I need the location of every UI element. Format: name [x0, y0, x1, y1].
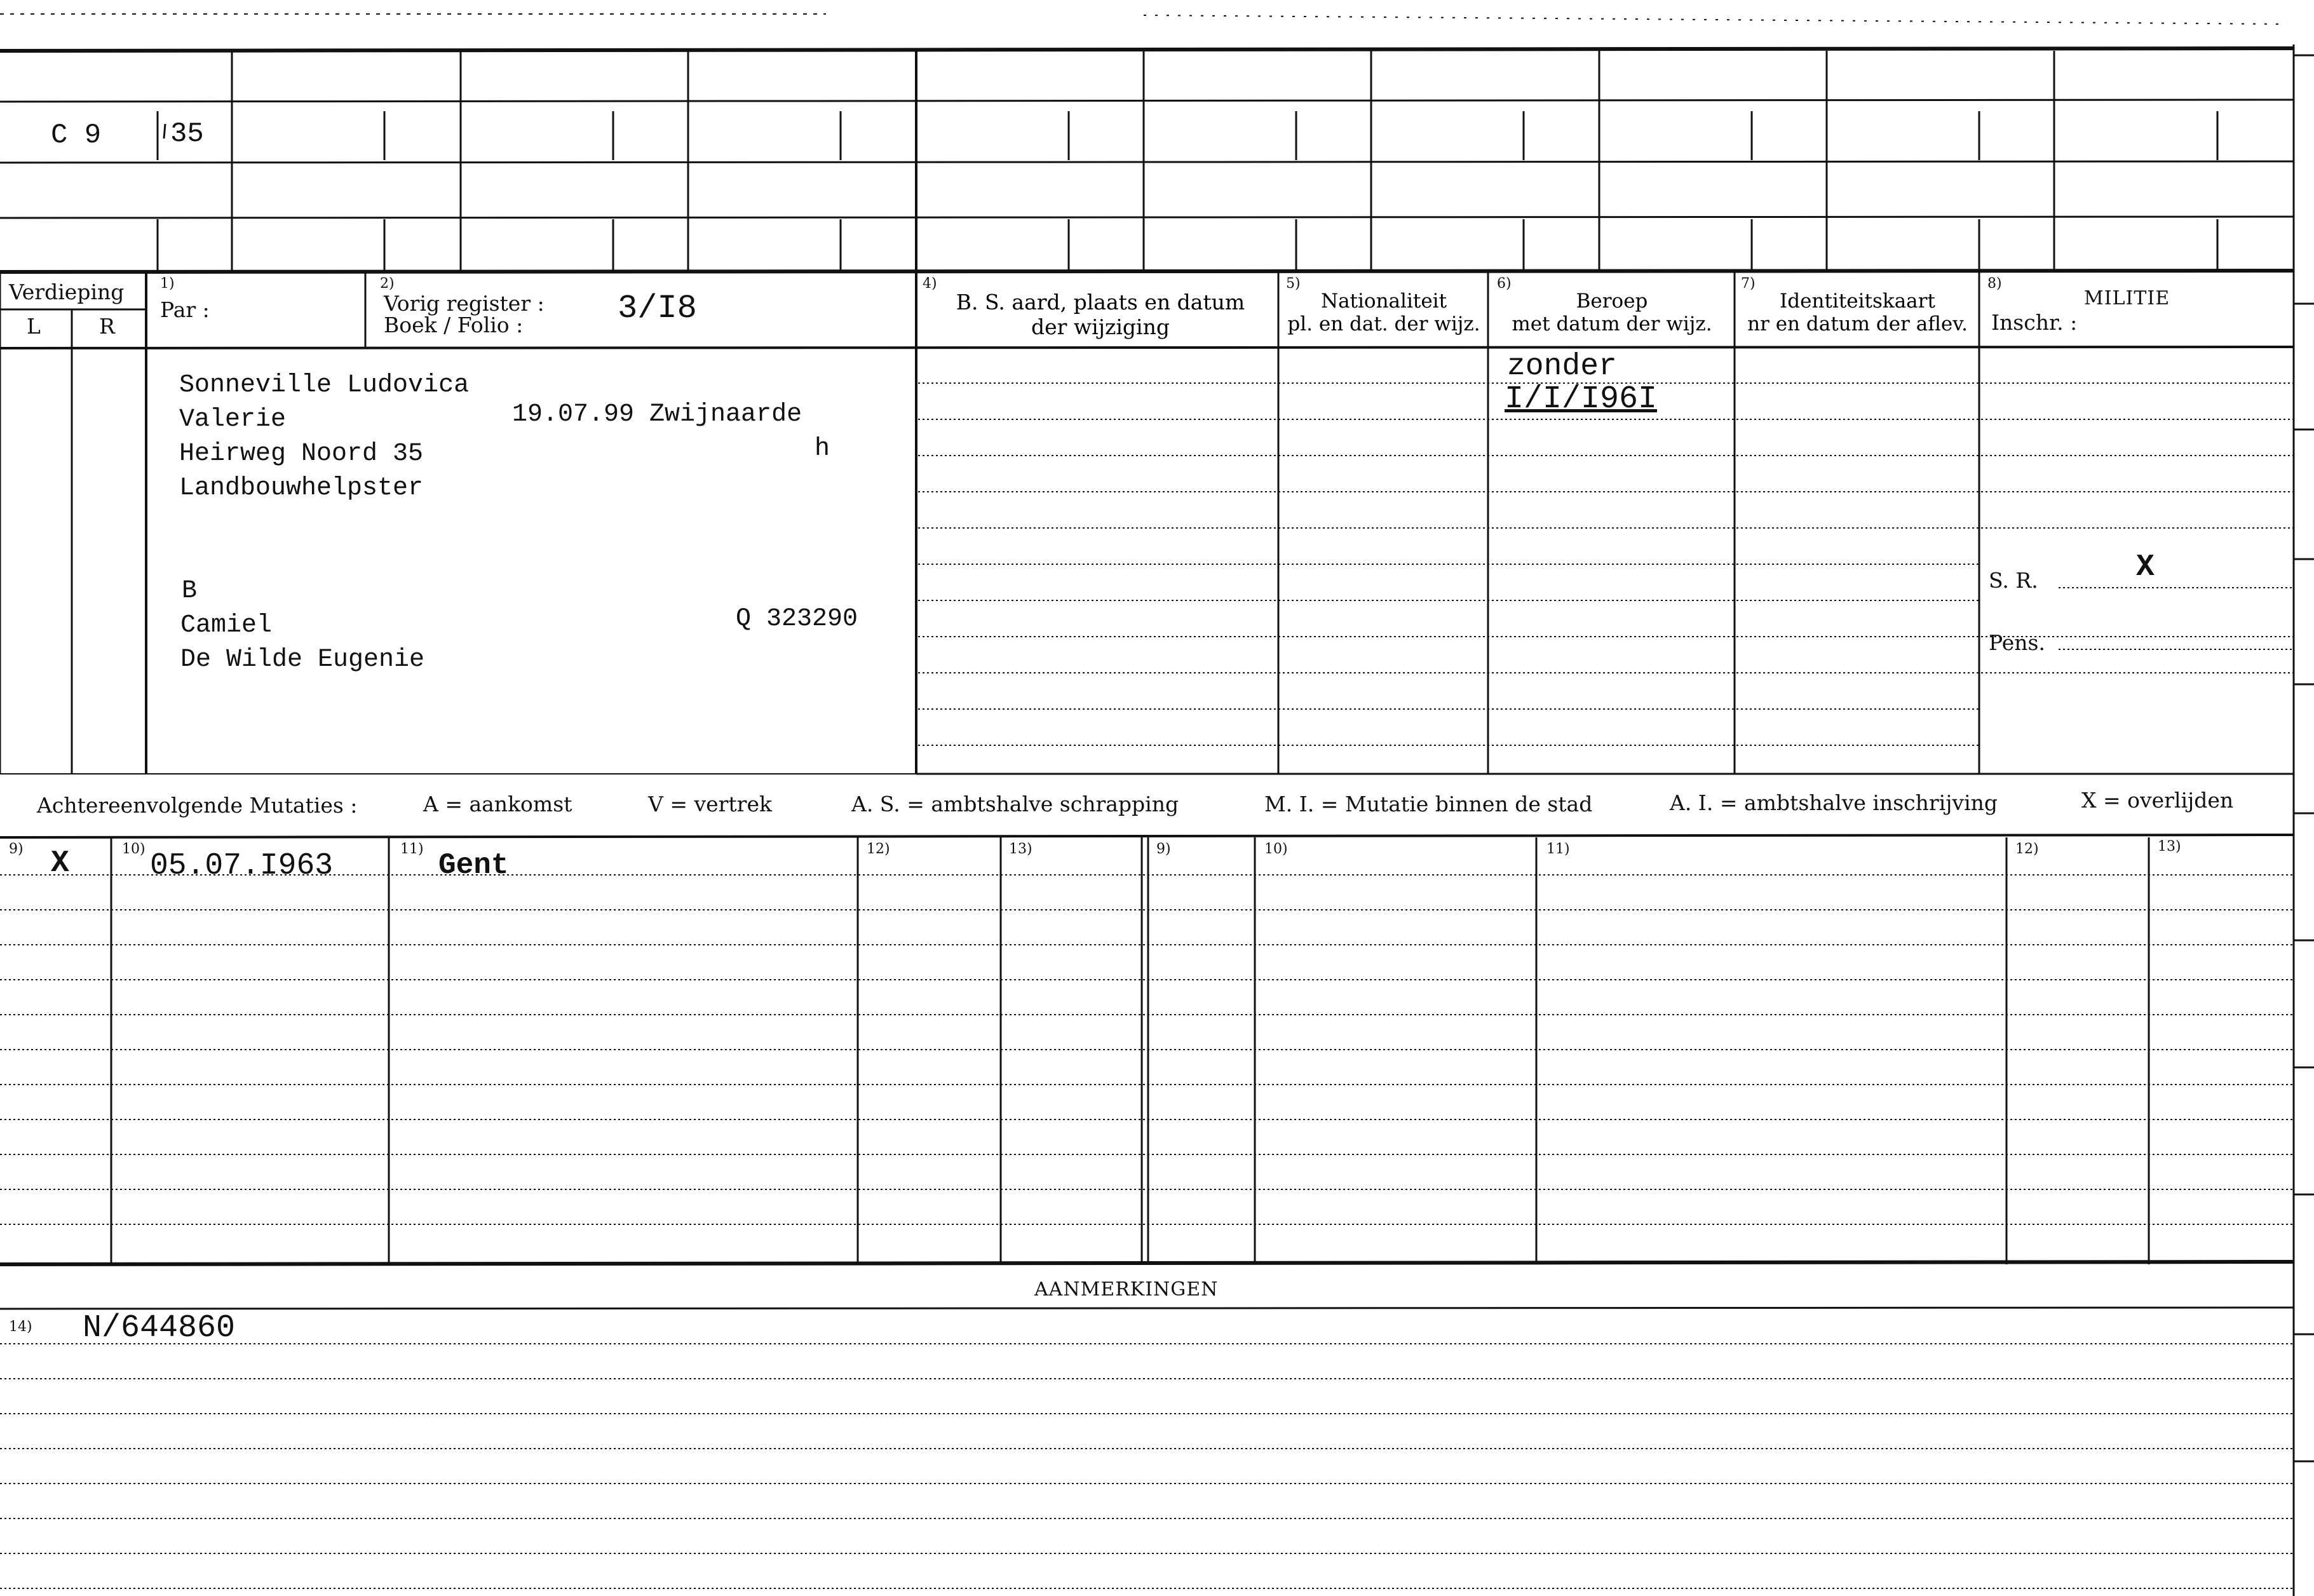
mutation-row1-place: Gent [438, 849, 509, 882]
column-number-2: 2) [380, 276, 395, 292]
floor-right-header: R [99, 314, 115, 339]
beroep-value-2: I/I/I96I [1505, 381, 1658, 417]
inschr-label: Inschr. : [1991, 310, 2078, 335]
person-address: Heirweg Noord 35 [179, 440, 424, 468]
remarks-title: AANMERKINGEN [1034, 1278, 1219, 1301]
beroep-header-line1: Beroep [1576, 290, 1648, 313]
bs-header-line2: der wijziging [1031, 314, 1170, 339]
pens-label: Pens. [1989, 630, 2045, 655]
militie-header: MILITIE [2084, 287, 2170, 309]
person-father: Camiel [180, 611, 273, 640]
par-label: Par : [160, 297, 210, 322]
vorig-register-value: 3/I8 [618, 290, 697, 327]
legend-aankomst: A = aankomst [423, 792, 572, 816]
verdieping-header: Verdieping [9, 280, 125, 304]
mutation-col-10-right: 10) [1264, 841, 1288, 857]
legend-vertrek: V = vertrek [648, 792, 772, 816]
sr-value: X [2136, 550, 2155, 585]
beroep-header-line2: met datum der wijz. [1512, 313, 1712, 335]
sr-label: S. R. [1989, 568, 2038, 593]
mutation-col-9-left: 9) [9, 841, 24, 857]
legend-ambtshalve-schrapping: A. S. = ambtshalve schrapping [851, 792, 1179, 816]
person-name-line1: Sonneville Ludovica [179, 371, 470, 400]
person-name-line2: Valerie [179, 405, 287, 434]
header-number: 35 [170, 118, 204, 150]
floor-left-header: L [27, 314, 41, 339]
person-card-number: Q 323290 [736, 605, 858, 633]
column-number-5: 5) [1286, 276, 1301, 292]
mutation-col-13-left: 13) [1009, 841, 1032, 857]
mutation-col-12-right: 12) [2015, 841, 2039, 857]
legend-overlijden: X = overlijden [2081, 788, 2234, 813]
person-mark-h: h [815, 435, 830, 463]
person-b: B [182, 577, 198, 605]
identiteitskaart-header-line2: nr en datum der aflev. [1747, 313, 1968, 335]
mutation-col-9-right: 9) [1156, 841, 1171, 857]
column-number-6: 6) [1497, 276, 1512, 292]
remarks-value: N/644860 [83, 1310, 236, 1346]
vorig-register-label: Vorig register : [384, 291, 545, 316]
column-number-4: 4) [923, 276, 937, 292]
nationaliteit-header-line1: Nationaliteit [1320, 290, 1447, 313]
mutation-col-13-right: 13) [2158, 839, 2181, 855]
legend-ambtshalve-inschrijving: A. I. = ambtshalve inschrijving [1670, 790, 1998, 815]
mutation-col-12-left: 12) [867, 841, 890, 857]
nationaliteit-header-line2: pl. en dat. der wijz. [1287, 313, 1480, 335]
remarks-number: 14) [9, 1319, 32, 1335]
person-mother: De Wilde Eugenie [180, 646, 425, 674]
legend-mutatie-binnen-stad: M. I. = Mutatie binnen de stad [1264, 792, 1593, 816]
boek-folio-label: Boek / Folio : [384, 313, 524, 337]
column-number-8: 8) [1987, 276, 2002, 292]
mutations-legend-title: Achtereenvolgende Mutaties : [37, 793, 358, 818]
mutation-row1-type: X [51, 846, 69, 881]
person-birth: 19.07.99 Zwijnaarde [512, 400, 802, 429]
mutation-row1-date: 05.07.I963 [150, 849, 334, 883]
column-number-1: 1) [160, 276, 175, 292]
mutation-col-11-left: 11) [400, 841, 424, 857]
column-number-7: 7) [1741, 276, 1756, 292]
person-occupation: Landbouwhelpster [179, 474, 424, 503]
mutation-col-10-left: 10) [122, 841, 145, 857]
mutation-col-11-right: 11) [1546, 841, 1570, 857]
beroep-value-1: zonder [1507, 349, 1617, 384]
bs-header-line1: B. S. aard, plaats en datum [956, 290, 1245, 314]
identiteitskaart-header-line1: Identiteitskaart [1780, 290, 1935, 313]
header-code: C 9 [51, 119, 102, 151]
